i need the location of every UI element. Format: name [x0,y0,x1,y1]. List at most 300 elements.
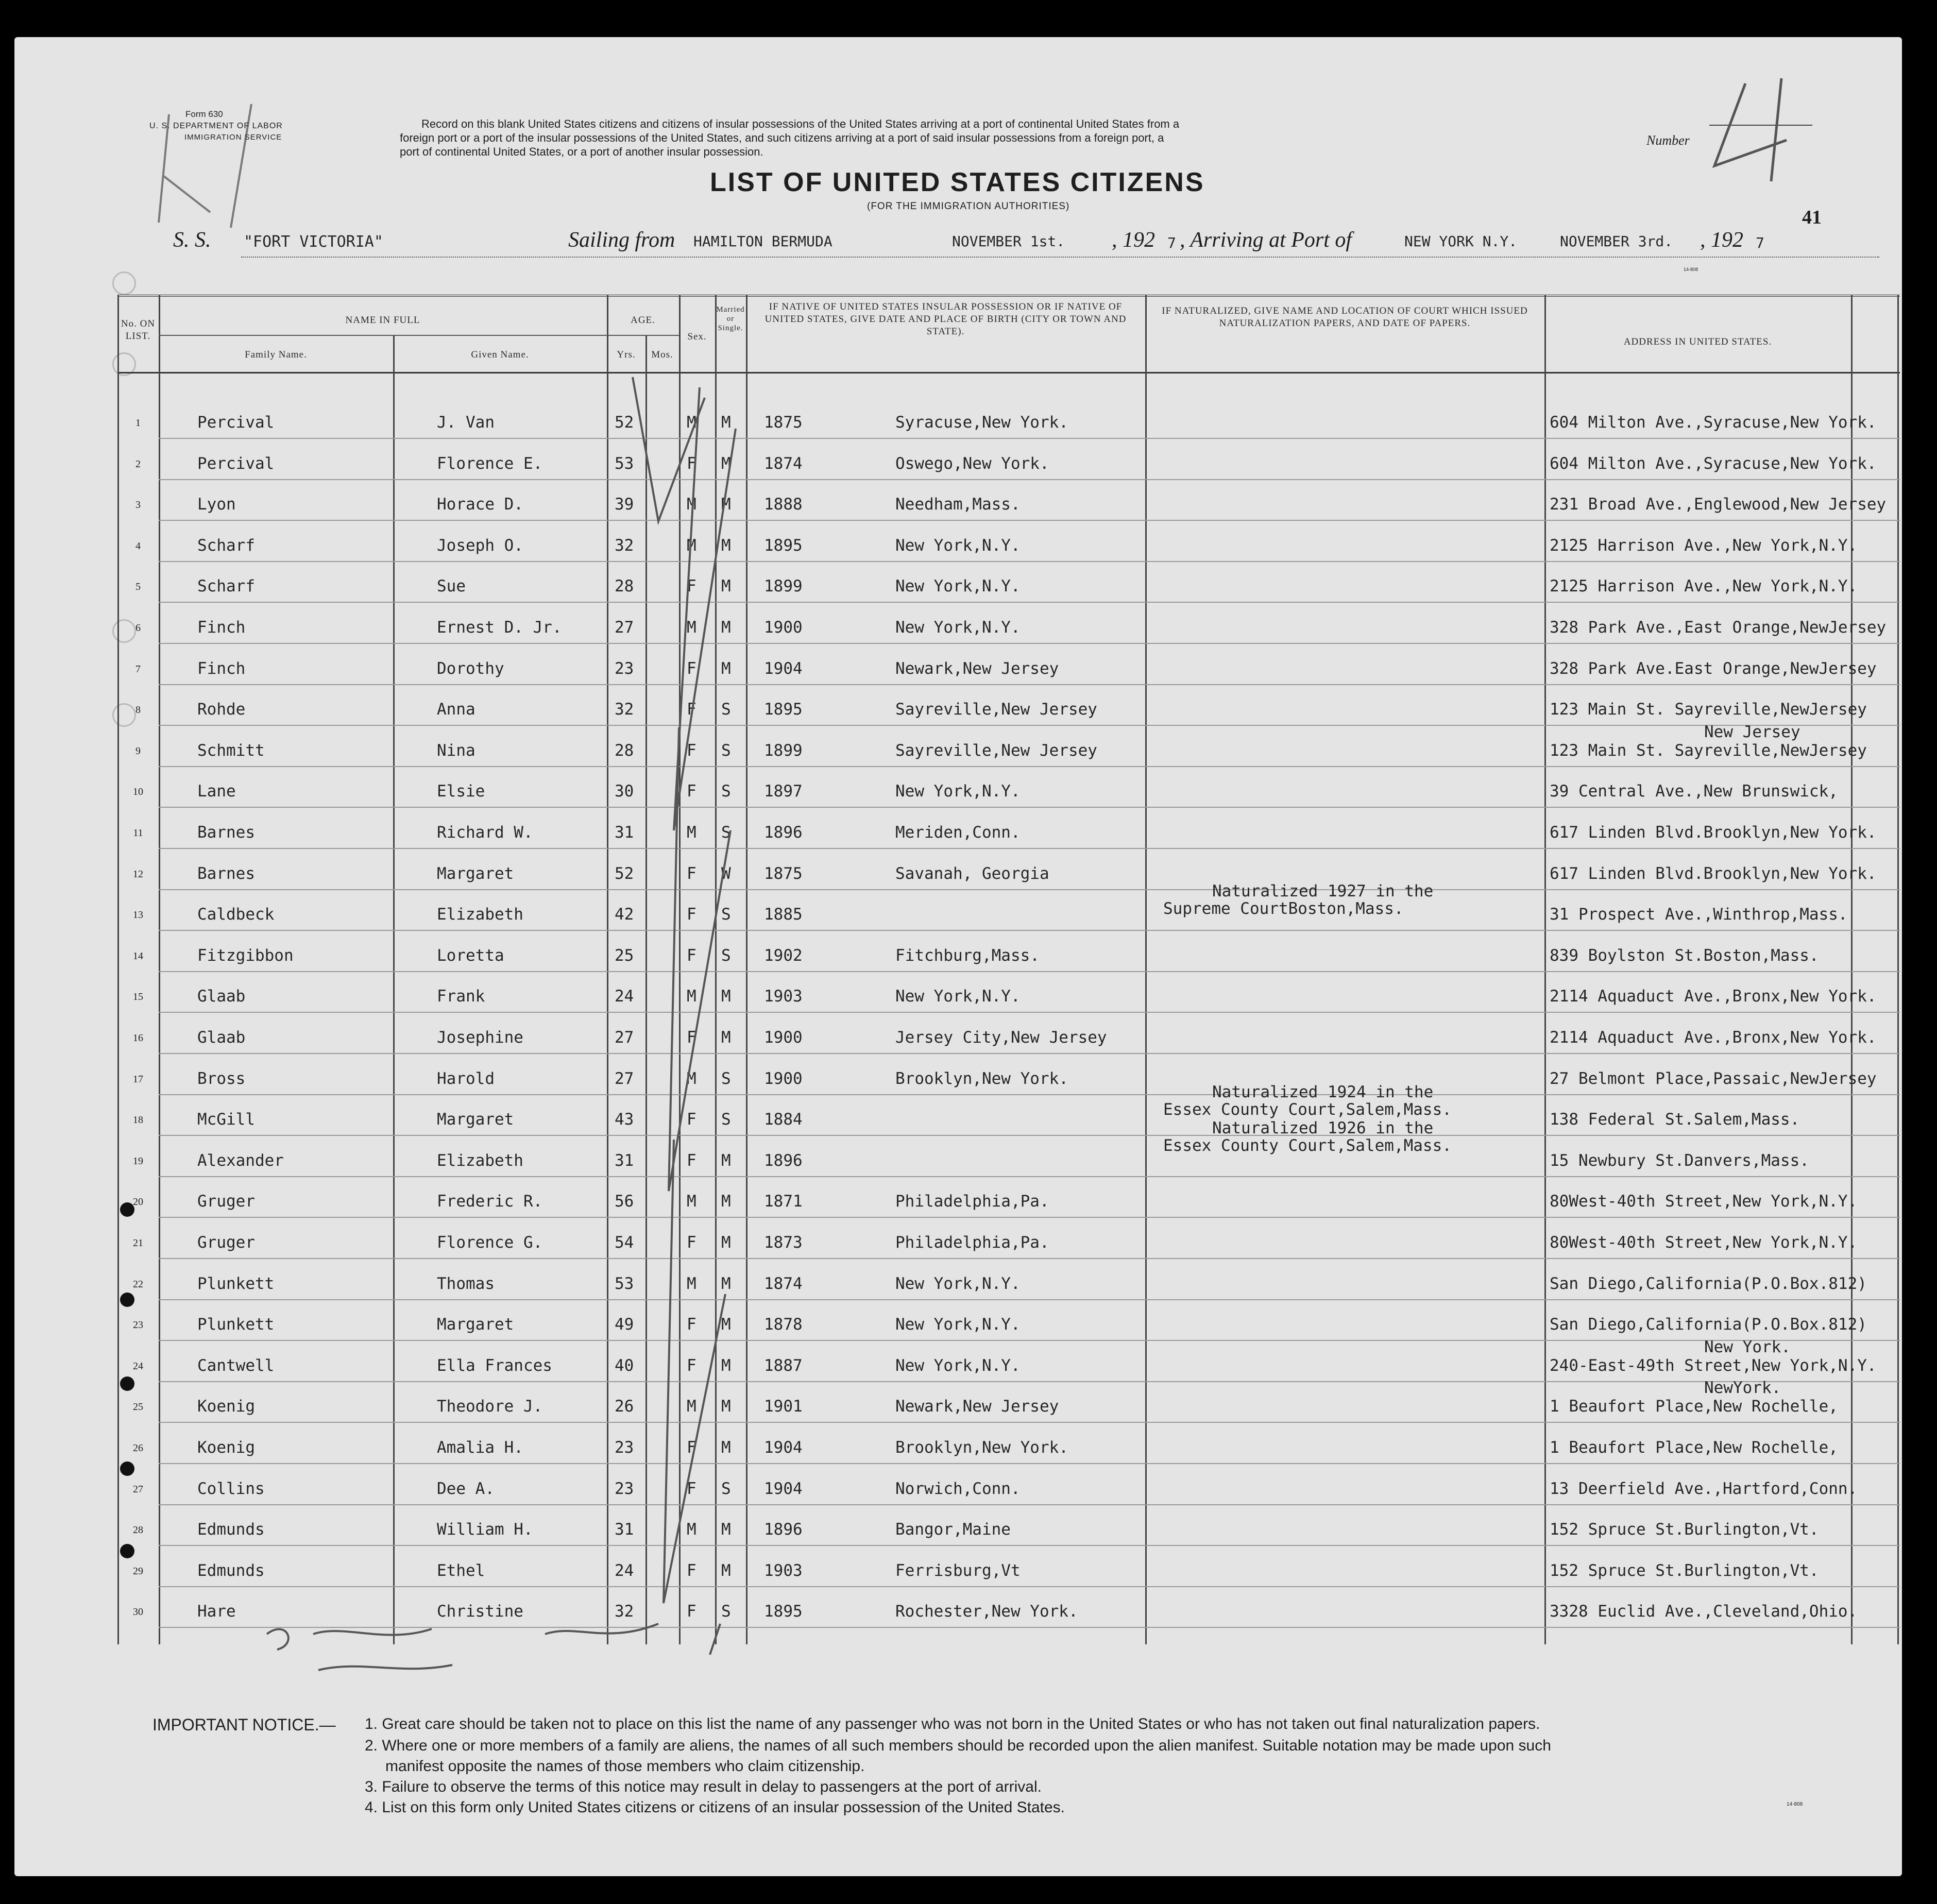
form-number: Form 630 [185,109,223,119]
col-rule [1145,295,1147,1644]
row-sex: F [687,1028,696,1047]
row-rule [159,520,1900,521]
row-place: New York,N.Y. [895,577,1021,596]
row-given: Christine [437,1602,523,1621]
arriving-port: NEW YORK N.Y. [1404,233,1518,250]
row-place: Syracuse,New York. [895,413,1068,432]
row-ms: M [721,1151,731,1170]
row-age: 25 [615,946,634,965]
row-rule [159,643,1900,644]
row-age: 42 [615,905,634,924]
row-no: 10 [133,786,143,797]
row-ms: M [721,1233,731,1252]
arriving-year-prefix: , 192 [1700,228,1743,252]
row-given: Dee A. [437,1480,495,1498]
header-family: Family Name. [245,349,307,360]
row-address: 2114 Aquaduct Ave.,Bronx,New York. [1550,987,1877,1006]
naturalization-line: Naturalized 1926 in the [1212,1119,1434,1137]
row-rule [159,1258,1900,1259]
header-naturalized: IF NATURALIZED, GIVE NAME AND LOCATION OF COURT WHICH ISSUED NATURALIZATION PAPERS, AND DATE OF PAPERS. [1162,305,1528,329]
department-label: U. S. DEPARTMENT OF LABOR [149,122,283,130]
ss-label: S. S. [173,228,211,252]
row-family: Collins [197,1480,265,1498]
punch-hole-ring [112,271,136,295]
row-given: Elizabeth [437,905,523,924]
row-place: New York,N.Y. [895,782,1021,801]
row-address: 1 Beaufort Place,New Rochelle, [1550,1397,1838,1416]
row-sex: M [687,495,696,514]
row-address: 617 Linden Blvd.Brooklyn,New York. [1550,864,1877,883]
row-sex: M [687,1520,696,1539]
row-rule [159,1340,1900,1341]
row-address: 31 Prospect Ave.,Winthrop,Mass. [1550,905,1848,924]
row-rule [159,1176,1900,1177]
arriving-year-digit: 7 [1756,234,1764,251]
row-place: Rochester,New York. [895,1602,1078,1621]
row-place: Bangor,Maine [895,1520,1011,1539]
row-ms: S [721,823,731,842]
row-family: Plunkett [197,1315,275,1334]
row-place: Sayreville,New Jersey [895,700,1097,719]
passenger-table [121,295,1900,1644]
row-no: 20 [133,1196,143,1208]
row-family: Finch [197,659,246,678]
row-place: Newark,New Jersey [895,1397,1059,1416]
header-birth: IF NATIVE OF UNITED STATES INSULAR POSSESSION OR IF NATIVE OF UNITED STATES, GIVE DATE AND PLACE OF BIRTH (CITY OR TOWN AND STATE). [764,301,1127,337]
row-year: 1871 [764,1192,803,1211]
row-year: 1903 [764,987,803,1006]
header-no: No. ON LIST. [121,318,156,342]
row-sex: F [687,1233,696,1252]
row-ms: S [721,741,731,760]
row-place: Brooklyn,New York. [895,1069,1068,1088]
row-age: 27 [615,1028,634,1047]
row-address: 123 Main St. Sayreville,NewJersey [1550,741,1867,760]
row-family: Schmitt [197,741,265,760]
row-sex: F [687,1315,696,1334]
row-address: San Diego,California(P.O.Box.812) [1550,1315,1867,1334]
row-rule [159,1135,1900,1136]
row-age: 23 [615,659,634,678]
row-ms: M [721,413,731,432]
row-family: Scharf [197,577,255,596]
row-given: Elsie [437,782,485,801]
row-family: Lyon [197,495,236,514]
row-place: Savanah, Georgia [895,864,1049,883]
row-rule [159,1545,1900,1546]
row-family: Cantwell [197,1356,275,1375]
row-rule [159,725,1900,726]
row-ms: M [721,1356,731,1375]
notice-printer-code: 14-808 [1787,1801,1803,1807]
row-no: 9 [135,745,141,757]
row-no: 28 [133,1524,143,1536]
row-sex: F [687,1561,696,1580]
row-age: 31 [615,1520,634,1539]
row-given: Sue [437,577,466,596]
row-address: 328 Park Ave.,East Orange,NewJersey [1550,618,1887,637]
row-sex: M [687,618,696,637]
row-rule [159,889,1900,890]
row-sex: F [687,700,696,719]
row-ms: S [721,700,731,719]
row-age: 53 [615,454,634,473]
row-place: Philadelphia,Pa. [895,1192,1049,1211]
row-family: Barnes [197,823,255,842]
row-family: Barnes [197,864,255,883]
row-address: 123 Main St. Sayreville,NewJersey [1550,700,1867,719]
row-sex: F [687,454,696,473]
row-sex: M [687,536,696,555]
row-age: 43 [615,1110,634,1129]
row-given: William H. [437,1520,533,1539]
row-family: McGill [197,1110,255,1129]
col-rule [117,295,119,1644]
row-no: 24 [133,1361,143,1372]
notice-item: manifest opposite the names of those members who claim citizenship. [385,1758,865,1775]
row-age: 27 [615,618,634,637]
row-given: Loretta [437,946,504,965]
row-ms: S [721,1069,731,1088]
row-no: 17 [133,1074,143,1085]
row-family: Edmunds [197,1520,265,1539]
row-place: Meriden,Conn. [895,823,1021,842]
punch-hole [120,1376,134,1391]
row-place: Jersey City,New Jersey [895,1028,1107,1047]
row-address-extra: NewYork. [1704,1379,1781,1397]
page-number: 41 [1802,207,1822,228]
header-sex: Sex. [687,331,707,342]
row-no: 3 [135,499,141,511]
col-rule [1897,295,1899,1644]
inspector-title [308,1644,310,1645]
row-given: Horace D. [437,495,523,514]
arriving-date: NOVEMBER 3rd. [1560,233,1673,250]
header-given: Given Name. [471,349,529,360]
row-family: Finch [197,618,246,637]
row-place: Sayreville,New Jersey [895,741,1097,760]
naturalization-line: Naturalized 1927 in the [1212,882,1434,900]
row-rule [159,684,1900,685]
row-age: 31 [615,823,634,842]
punch-hole [120,1544,134,1558]
row-ms: M [721,1561,731,1580]
row-year: 1904 [764,1480,803,1498]
row-year: 1874 [764,454,803,473]
col-rule [1544,295,1546,1644]
number-label: Number [1646,133,1690,148]
row-year: 1899 [764,741,803,760]
row-sex: F [687,1356,696,1375]
row-family: Koenig [197,1397,255,1416]
row-given: Margaret [437,864,514,883]
row-sex: F [687,864,696,883]
row-address: 328 Park Ave.East Orange,NewJersey [1550,659,1877,678]
row-age: 31 [615,1151,634,1170]
row-year: 1897 [764,782,803,801]
row-ms: M [721,1397,731,1416]
row-age: 32 [615,1602,634,1621]
punch-hole [120,1461,134,1476]
row-rule [159,848,1900,849]
sailing-date: NOVEMBER 1st. [952,233,1065,250]
row-rule [159,1422,1900,1423]
row-age: 28 [615,577,634,596]
row-age: 28 [615,741,634,760]
row-given: Ernest D. Jr. [437,618,562,637]
ship-name: "FORT VICTORIA" [244,233,383,251]
row-rule [159,1381,1900,1382]
row-year: 1896 [764,1151,803,1170]
row-age: 23 [615,1480,634,1498]
row-rule [159,1012,1900,1013]
row-given: Anna [437,700,475,719]
header-bottom-rule [117,372,1900,373]
sailing-year-digit: 7 [1167,234,1176,251]
row-place: Philadelphia,Pa. [895,1233,1049,1252]
row-ms: M [721,1438,731,1457]
row-rule [159,971,1900,972]
row-sex: M [687,1192,696,1211]
row-family: Alexander [197,1151,284,1170]
row-sex: F [687,1151,696,1170]
row-age: 52 [615,864,634,883]
row-year: 1904 [764,659,803,678]
row-sex: F [687,782,696,801]
row-no: 16 [133,1032,143,1044]
row-ms: S [721,946,731,965]
col-rule [159,295,160,1644]
row-rule [159,766,1900,767]
header-married: Married or Single. [716,305,745,332]
notice-heading: IMPORTANT NOTICE.— [152,1715,336,1734]
row-place: New York,N.Y. [895,987,1021,1006]
naturalization-line: Naturalized 1924 in the [1212,1083,1434,1101]
row-rule [159,1299,1900,1300]
row-given: Frank [437,987,485,1006]
row-given: Florence E. [437,454,543,473]
table-top-rule [117,295,1900,297]
row-no: 8 [135,704,141,716]
row-age: 32 [615,700,634,719]
row-age: 53 [615,1274,634,1293]
row-no: 6 [135,622,141,634]
header-name-group: NAME IN FULL [345,315,420,326]
row-rule [159,1463,1900,1464]
row-family: Gruger [197,1192,255,1211]
row-rule [159,1504,1900,1505]
notice-item: 2. Where one or more members of a family are aliens, the names of all such members should be recorded upon the alien manifest. Suitable notation may be made upon such [365,1737,1551,1754]
row-rule [159,438,1900,439]
row-family: Edmunds [197,1561,265,1580]
row-family: Lane [197,782,236,801]
row-ms: M [721,1315,731,1334]
instructions-line-3: port of continental United States, or a port of another insular possession. [400,145,763,158]
row-year: 1884 [764,1110,803,1129]
row-year: 1878 [764,1315,803,1334]
header-age: AGE. [631,315,655,326]
row-year: 1895 [764,1602,803,1621]
row-ms: S [721,1602,731,1621]
row-address: 39 Central Ave.,New Brunswick, [1550,782,1838,801]
row-ms: S [721,1480,731,1498]
row-sex: F [687,659,696,678]
row-no: 2 [135,458,141,470]
row-address: 617 Linden Blvd.Brooklyn,New York. [1550,823,1877,842]
row-address: 80West-40th Street,New York,N.Y. [1550,1192,1858,1211]
row-no: 23 [133,1319,143,1331]
row-place: New York,N.Y. [895,536,1021,555]
row-place: Newark,New Jersey [895,659,1059,678]
row-given: Frederic R. [437,1192,543,1211]
row-ms: M [721,1192,731,1211]
pencil-checkmarks [602,367,756,1686]
row-sex: F [687,1438,696,1457]
row-ms: M [721,1028,731,1047]
row-given: Thomas [437,1274,495,1293]
row-rule [159,930,1900,931]
row-place: Brooklyn,New York. [895,1438,1068,1457]
row-year: 1904 [764,1438,803,1457]
row-address: 2125 Harrison Ave.,New York,N.Y. [1550,536,1858,555]
row-ms: M [721,1274,731,1293]
row-place: New York,N.Y. [895,1356,1021,1375]
instructions-line-1: Record on this blank United States citizens and citizens of insular possessions of the United States arriving at a port of continental United States from a [421,117,1180,130]
subheader-rule [159,335,679,336]
header-yrs: Yrs. [617,349,636,360]
row-rule [159,807,1900,808]
row-family: Rohde [197,700,246,719]
row-sex: M [687,987,696,1006]
row-sex: M [687,1069,696,1088]
row-year: 1899 [764,577,803,596]
row-address: 2114 Aquaduct Ave.,Bronx,New York. [1550,1028,1877,1047]
row-no: 4 [135,540,141,552]
row-address: 15 Newbury St.Danvers,Mass. [1550,1151,1809,1170]
row-address: 27 Belmont Place,Passaic,NewJersey [1550,1069,1877,1088]
row-age: 52 [615,413,634,432]
row-no: 14 [133,950,143,962]
row-given: Joseph O. [437,536,523,555]
row-sex: F [687,741,696,760]
row-sex: F [687,1602,696,1621]
col-rule [393,335,395,1644]
row-given: Richard W. [437,823,533,842]
row-no: 12 [133,869,143,880]
row-no: 30 [133,1606,143,1618]
row-year: 1896 [764,823,803,842]
voyage-underline [241,257,1879,258]
row-address-extra: New York. [1704,1338,1791,1356]
row-age: 40 [615,1356,634,1375]
notice-item: 1. Great care should be taken not to place on this list the name of any passenger who was not born in the United States or who has not taken out final naturalization papers. [365,1715,1540,1732]
row-age: 27 [615,1069,634,1088]
row-no: 7 [135,664,141,675]
row-place: New York,N.Y. [895,618,1021,637]
row-place: New York,N.Y. [895,1315,1021,1334]
row-no: 5 [135,581,141,592]
manifest-page [14,37,1902,1876]
row-age: 39 [615,495,634,514]
service-label: IMMIGRATION SERVICE [184,133,282,142]
row-age: 30 [615,782,634,801]
row-address: 231 Broad Ave.,Englewood,New Jersey [1550,495,1887,514]
notice-item: 4. List on this form only United States citizens or citizens of an insular possession of the United States. [365,1799,1065,1816]
row-sex: F [687,577,696,596]
row-year: 1900 [764,1069,803,1088]
row-address: 839 Boylston St.Boston,Mass. [1550,946,1819,965]
row-rule [159,1586,1900,1587]
row-year: 1873 [764,1233,803,1252]
row-address: 13 Deerfield Ave.,Hartford,Conn. [1550,1480,1858,1498]
row-address-extra: New Jersey [1704,723,1800,741]
row-ms: M [721,536,731,555]
row-given: Dorothy [437,659,504,678]
row-given: J. Van [437,413,495,432]
row-family: Fitzgibbon [197,946,294,965]
row-ms: M [721,1520,731,1539]
row-sex: M [687,1274,696,1293]
instructions-line-2: foreign port or a port of the insular possessions of the United States, and such citizens arriving at a port of said insular possessions from a foreign port, a [400,131,1164,144]
row-family: Glaab [197,1028,246,1047]
row-sex: F [687,1110,696,1129]
row-no: 11 [133,827,143,839]
row-age: 54 [615,1233,634,1252]
row-family: Bross [197,1069,246,1088]
row-rule [159,561,1900,562]
row-given: Josephine [437,1028,523,1047]
row-ms: S [721,905,731,924]
row-given: Elizabeth [437,1151,523,1170]
naturalization-line: Essex County Court,Salem,Mass. [1163,1100,1452,1119]
row-rule [159,479,1900,480]
row-ms: M [721,659,731,678]
row-given: Harold [437,1069,495,1088]
row-rule [159,1053,1900,1054]
inspector-signature [257,1613,751,1701]
row-family: Plunkett [197,1274,275,1293]
arriving-label: , Arriving at Port of [1180,228,1352,252]
handwritten-number [1704,73,1802,186]
row-address: 138 Federal St.Salem,Mass. [1550,1110,1800,1129]
row-address: 152 Spruce St.Burlington,Vt. [1550,1561,1819,1580]
row-age: 49 [615,1315,634,1334]
row-family: Scharf [197,536,255,555]
row-place: Ferrisburg,Vt [895,1561,1021,1580]
row-place: New York,N.Y. [895,1274,1021,1293]
row-year: 1902 [764,946,803,965]
row-no: 19 [133,1155,143,1167]
row-year: 1896 [764,1520,803,1539]
row-address: 2125 Harrison Ave.,New York,N.Y. [1550,577,1858,596]
row-given: Margaret [437,1315,514,1334]
row-place: Norwich,Conn. [895,1480,1021,1498]
row-given: Nina [437,741,475,760]
row-rule [159,1217,1900,1218]
row-given: Ethel [437,1561,485,1580]
row-year: 1900 [764,618,803,637]
notice-item: 3. Failure to observe the terms of this notice may result in delay to passengers at the port of arrival. [365,1778,1042,1795]
header-mos: Mos. [651,349,673,360]
row-no: 1 [135,417,141,429]
row-no: 22 [133,1279,143,1290]
row-address: 604 Milton Ave.,Syracuse,New York. [1550,413,1877,432]
header-address: ADDRESS IN UNITED STATES. [1623,336,1772,347]
row-age: 56 [615,1192,634,1211]
row-sex: F [687,905,696,924]
row-given: Ella Frances [437,1356,552,1375]
row-given: Margaret [437,1110,514,1129]
